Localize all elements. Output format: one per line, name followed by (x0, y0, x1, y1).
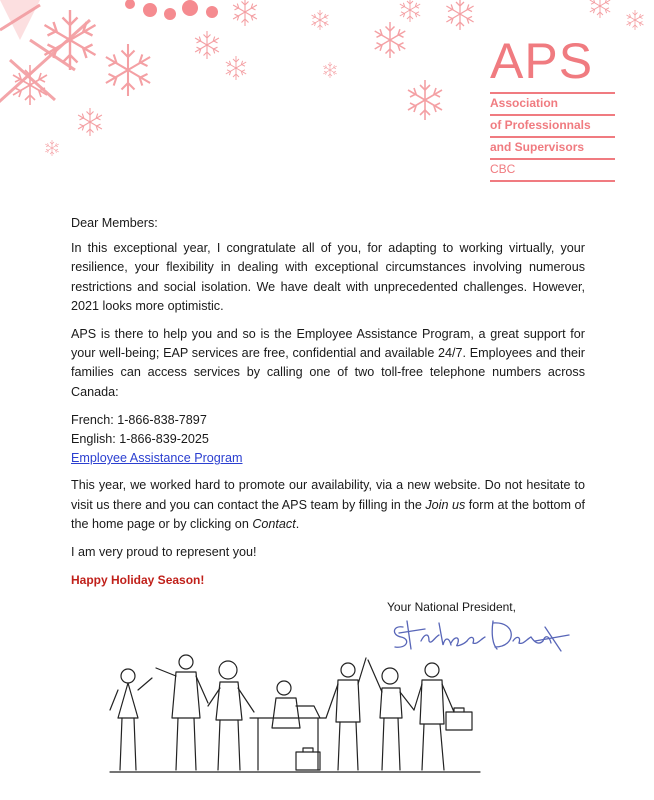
letter-body (71, 214, 585, 599)
logo-line-professionals: of Professionnals (490, 114, 615, 136)
happy-holiday: Happy Holiday Season! (71, 573, 205, 588)
signature-title: Your National President, (387, 600, 516, 614)
paragraph-congratulations: In this exceptional year, I congratulate all of you, for adapting to working virtually, your resilience, your flexibility in dealing with exceptional circumstances involving numerous restrictions and social isolation. We have dealt with unprecedented challenges. However, 2021 looks more optimistic. (71, 241, 585, 313)
join-us-text: Join us (425, 497, 466, 512)
logo-line-supervisors: and Supervisors (490, 136, 615, 158)
website-text-mid: form at the bottom of the home page or by clicking on (71, 497, 586, 531)
team-illustration (100, 648, 490, 778)
aps-logo (490, 33, 615, 182)
logo-line-association: Association (490, 92, 615, 114)
phone-english: English: 1-866-839-2025 (71, 432, 209, 447)
website-text-end: . (295, 516, 300, 531)
paragraph-website (71, 476, 585, 534)
paragraph-eap: APS is there to help you and so is the Employee Assistance Program, a great support for your well-being; EAP services are free, confidential and available 24/7. Employees and their families can access services by calling one of two toll-free telephone numbers across Canada: (71, 327, 585, 399)
contact-text: Contact (252, 516, 296, 531)
phone-french: French: 1-866-838-7897 (71, 412, 207, 427)
eap-link[interactable]: Employee Assistance Program (71, 451, 243, 466)
logo-line-cbc: CBC (490, 158, 615, 180)
salutation: Dear Members: (71, 216, 158, 230)
website-text-start: This year, we worked hard to promote our availability, via a new website. Do not hesitate to visit us there and you can contact the APS team by filling in the (71, 478, 585, 512)
logo-word: APS (490, 33, 594, 89)
paragraph-proud: I am very proud to represent you! (71, 545, 257, 560)
phone-numbers (71, 411, 585, 469)
